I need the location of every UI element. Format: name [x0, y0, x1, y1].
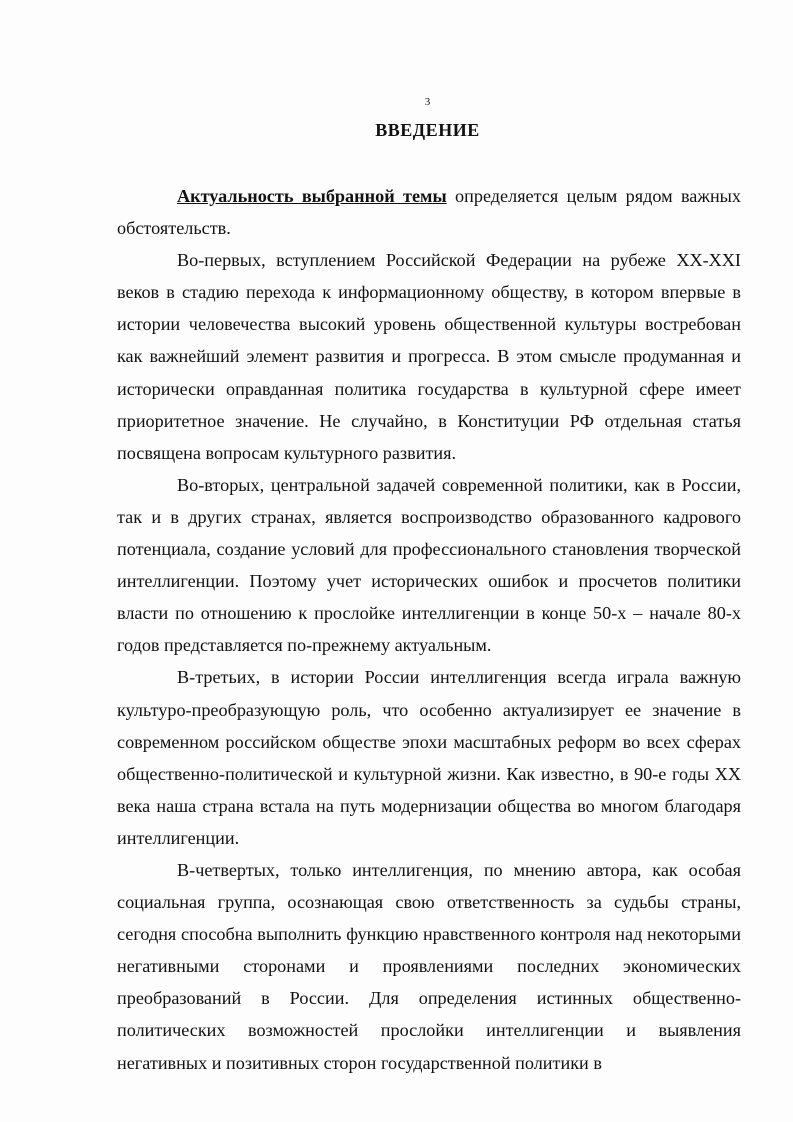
- paragraph-secondly: Во-вторых, центральной задачей современной политики, как в России, так и в других странах, является воспроизводство образованного кадрового потенциала, создание условий для профессионального становления творческой интеллигенции. Поэтому учет исторических ошибок и просчетов политики власти по отношению к прослойке интеллигенции в конце 50-х – начале 80-х годов представляется по-прежнему актуальным.: [117, 474, 741, 656]
- document-body: [117, 180, 741, 1079]
- topic-relevance-lead: Актуальность выбранной темы: [177, 186, 447, 206]
- intro-text: определяется целым рядом важных обстоятельств.: [117, 186, 741, 239]
- intro-paragraph: [117, 180, 741, 244]
- page-number: 3: [424, 96, 431, 108]
- paragraph-thirdly: В-третьих, в истории России интеллигенция всегда играла важную культуро-преобразующую роль, что особенно актуализирует ее значение в современном российском обществе эпохи масштабных реформ во всех сферах общественно-политической и культурной жизни. Как известно, в 90-е годы XX века наша страна встала на путь модернизации общества во многом благодаря интеллигенции.: [117, 667, 741, 848]
- paragraph-fourthly: В-четвертых, только интеллигенция, по мнению автора, как особая социальная группа, осознающая свою ответственность за судьбы страны, сегодня способна выполнить функцию нравственного контроля над некоторыми негативными сторонами и проявлениями последних экономических преобразований в России. Для определения истинных общественно-политических возможностей прослойки интеллигенции и выявления негативных и позитивных сторон государственной политики в: [117, 859, 741, 1073]
- page-title: ВВЕДЕНИЕ: [375, 120, 480, 140]
- paragraph-firstly: Во-первых, вступлением Российской Федерации на рубеже XX-XXI веков в стадию перехода к информационному обществу, в котором впервые в истории человечества высокий уровень общественной культуры востребован как важнейший элемент развития и прогресса. В этом смысле продуманная и исторически оправданная политика государства в культурной сфере имеет приоритетное значение. Не случайно, в Конституции РФ отдельная статья посвящена вопросам культурного развития.: [117, 250, 741, 463]
